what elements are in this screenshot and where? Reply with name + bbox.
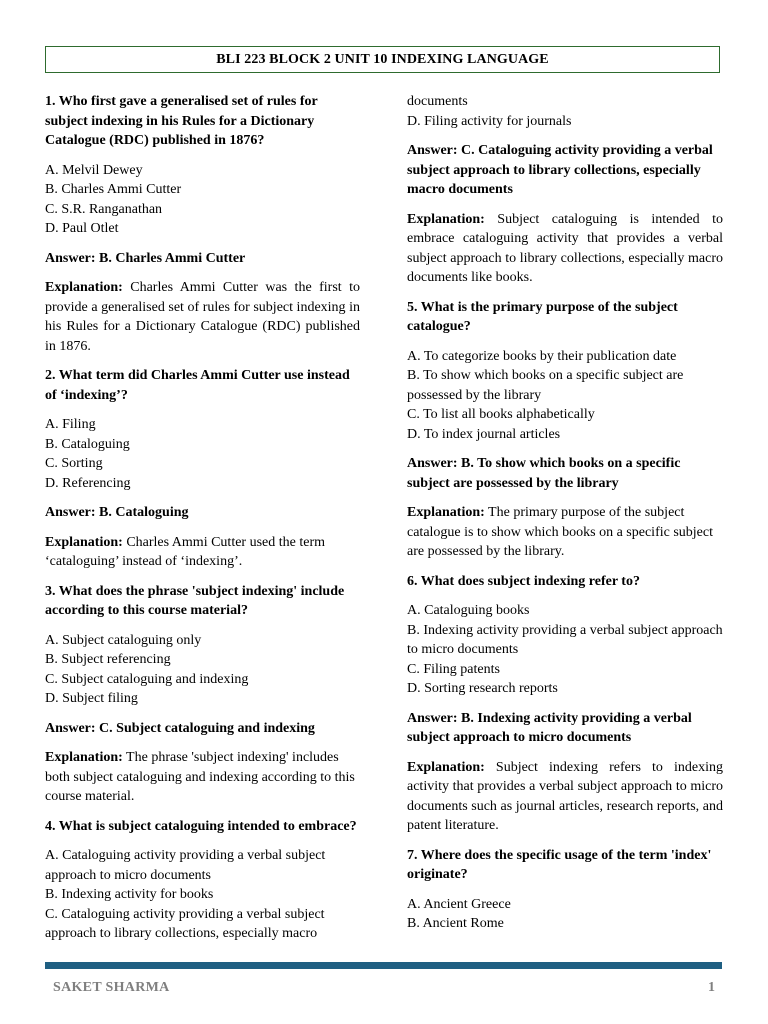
explanation-label: Explanation: bbox=[407, 759, 485, 775]
question-6: 6. What does subject indexing refer to? bbox=[407, 573, 640, 589]
options-3 bbox=[45, 631, 360, 709]
option: D. Filing activity for journals bbox=[407, 113, 572, 129]
footer-author: SAKET SHARMA bbox=[53, 980, 170, 995]
explanation-label: Explanation: bbox=[45, 534, 123, 550]
explanation-6 bbox=[407, 758, 723, 836]
options-6 bbox=[407, 601, 723, 699]
explanation-label: Explanation: bbox=[45, 750, 123, 765]
option: C. S.R. Ranganathan bbox=[45, 201, 163, 217]
question-2: 2. What term did Charles Ammi Cutter use instead of ‘indexing’? bbox=[45, 368, 350, 403]
explanation-text: Subject indexing refers to indexing activity that provides a verbal subject approach to micro documents such as journal articles, research reports, and patent literature. bbox=[407, 759, 723, 833]
option: D. To index journal articles bbox=[407, 426, 561, 442]
option: B. Indexing activity for books bbox=[45, 887, 214, 902]
option: C. To list all books alphabetically bbox=[407, 407, 595, 422]
option: A. Filing bbox=[45, 417, 96, 432]
answer-4: Answer: C. Cataloguing activity providing a verbal subject approach to library collections, especially macro documents bbox=[407, 143, 713, 197]
option: A. Cataloguing books bbox=[407, 603, 530, 618]
explanation-label: Explanation: bbox=[45, 280, 123, 295]
option: C. Cataloguing activity providing a verbal subject approach to library collections, especially macro bbox=[45, 906, 325, 941]
question-7: 7. Where does the specific usage of the term 'index' originate? bbox=[407, 847, 712, 882]
option: B. Cataloguing bbox=[45, 436, 130, 452]
question-4: 4. What is subject cataloguing intended to embrace? bbox=[45, 818, 357, 834]
option: C. Subject cataloguing and indexing bbox=[45, 671, 249, 687]
answer-2: Answer: B. Cataloguing bbox=[45, 505, 189, 520]
explanation-text: Subject cataloguing is intended to embrace cataloguing activity that provides a verbal subject approach to library collections, especially macro documents like books. bbox=[407, 211, 723, 285]
option: C. Filing patents bbox=[407, 661, 500, 677]
option: D. Subject filing bbox=[45, 691, 138, 706]
explanation-4 bbox=[407, 210, 723, 288]
option: A. Ancient Greece bbox=[407, 896, 511, 912]
page-number: 1 bbox=[708, 980, 715, 995]
option: D. Sorting research reports bbox=[407, 681, 558, 696]
explanation-label: Explanation: bbox=[407, 211, 485, 227]
answer-5: Answer: B. To show which books on a specific subject are possessed by the library bbox=[407, 456, 681, 491]
explanation-2 bbox=[45, 533, 360, 572]
option: B. Charles Ammi Cutter bbox=[45, 182, 182, 197]
options-5 bbox=[407, 347, 723, 445]
answer-6: Answer: B. Indexing activity providing a verbal subject approach to micro documents bbox=[407, 710, 692, 745]
options-4 bbox=[45, 846, 360, 944]
explanation-5 bbox=[407, 503, 723, 562]
option: D. Paul Otlet bbox=[45, 221, 119, 236]
left-column bbox=[45, 92, 360, 954]
document-title: BLI 223 BLOCK 2 UNIT 10 INDEXING LANGUAGE bbox=[45, 46, 720, 73]
explanation-text: Charles Ammi Cutter used the term ‘cataloguing’ instead of ‘indexing’. bbox=[45, 534, 325, 569]
explanation-label: Explanation: bbox=[407, 505, 485, 520]
explanation-3 bbox=[45, 748, 360, 807]
explanation-text: Charles Ammi Cutter was the first to provide a generalised set of rules for subject indexing in his Rules for a Dictionary Catalogue (RDC) published in 1876. bbox=[45, 280, 360, 354]
question-1: 1. Who first gave a generalised set of rules for subject indexing in his Rules for a Dictionary Catalogue (RDC) published in 1876? bbox=[45, 94, 318, 148]
option: D. Referencing bbox=[45, 475, 131, 491]
explanation-text: The phrase 'subject indexing' includes both subject cataloguing and indexing according to this course material. bbox=[45, 750, 355, 804]
footer-divider bbox=[45, 962, 722, 969]
options-1 bbox=[45, 161, 360, 239]
options-4-continued bbox=[407, 92, 723, 131]
right-column bbox=[407, 92, 723, 944]
option: A. Subject cataloguing only bbox=[45, 632, 202, 648]
option: A. Melvil Dewey bbox=[45, 162, 143, 178]
option: B. Subject referencing bbox=[45, 652, 171, 667]
explanation-text: The primary purpose of the subject catalogue is to show which books on a specific subject are possessed by the library. bbox=[407, 505, 713, 559]
options-2 bbox=[45, 415, 360, 493]
options-7 bbox=[407, 895, 723, 934]
option: B. Indexing activity providing a verbal subject approach to micro documents bbox=[407, 622, 723, 657]
option: B. Ancient Rome bbox=[407, 916, 504, 931]
answer-3: Answer: C. Subject cataloguing and indexing bbox=[45, 720, 315, 736]
question-5: 5. What is the primary purpose of the subject catalogue? bbox=[407, 299, 678, 334]
explanation-1 bbox=[45, 278, 360, 356]
question-3: 3. What does the phrase 'subject indexing' include according to this course material? bbox=[45, 583, 345, 618]
option: A. To categorize books by their publication date bbox=[407, 348, 677, 364]
option: A. Cataloguing activity providing a verbal subject approach to micro documents bbox=[45, 848, 326, 883]
answer-1: Answer: B. Charles Ammi Cutter bbox=[45, 250, 246, 266]
option: B. To show which books on a specific subject are possessed by the library bbox=[407, 368, 684, 403]
option: C. Sorting bbox=[45, 456, 103, 471]
option: documents bbox=[407, 94, 468, 109]
